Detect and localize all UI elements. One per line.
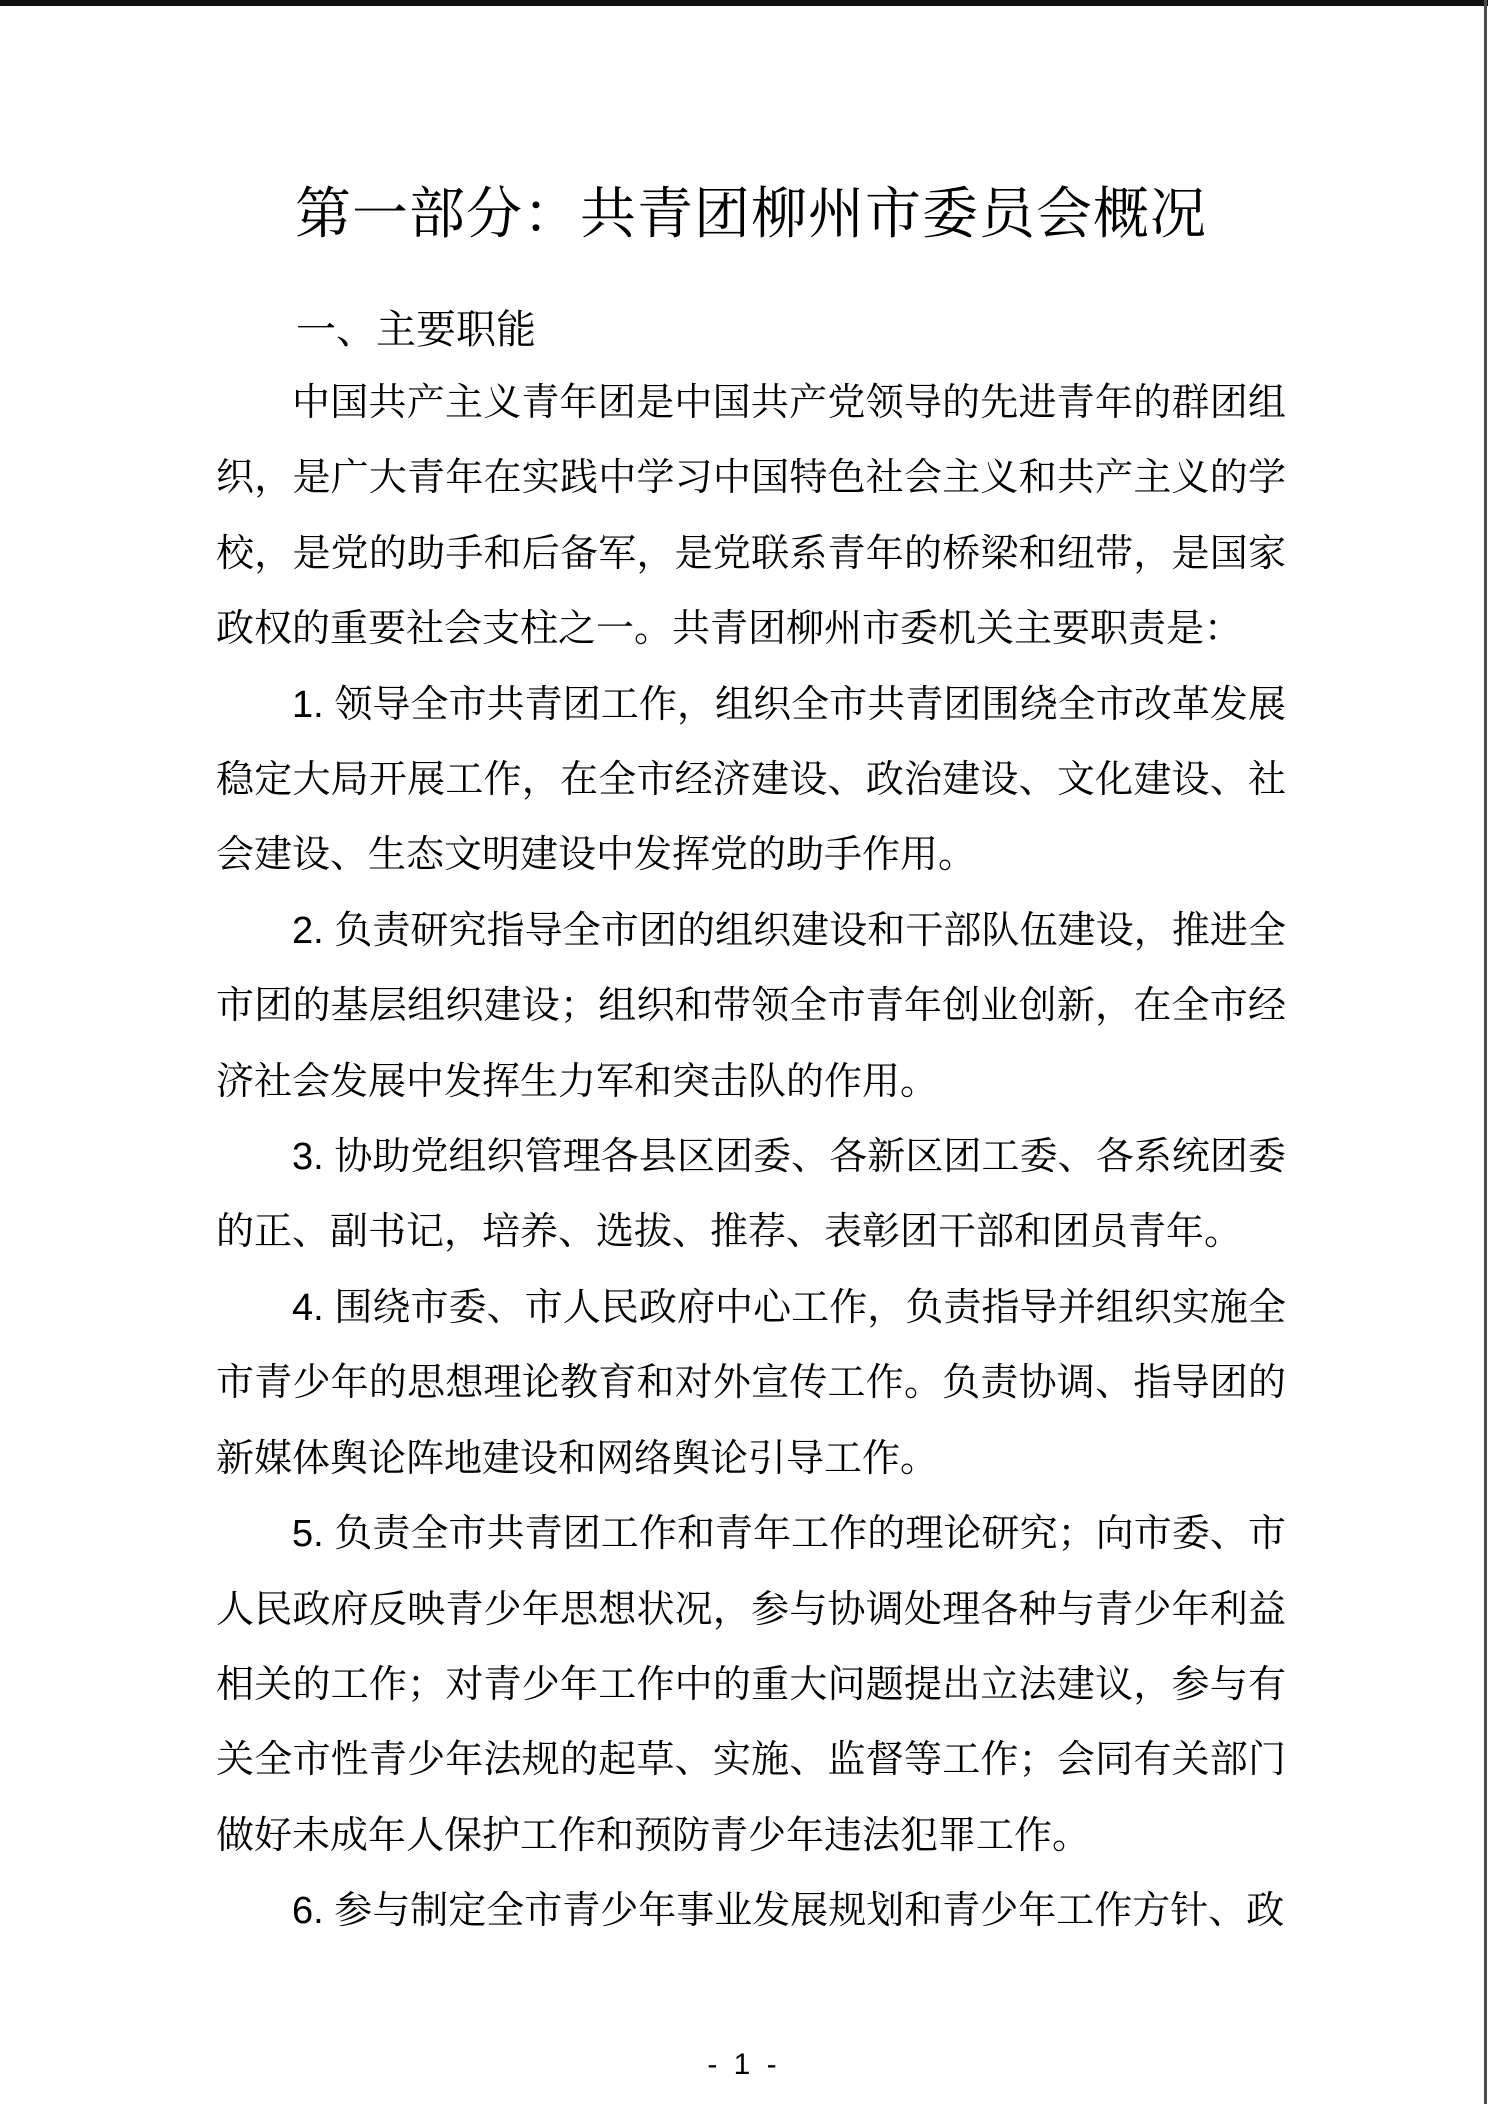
intro-paragraph: 中国共产主义青年团是中国共产党领导的先进青年的群团组织，是广大青年在实践中学习中国特色社会主义和共产主义的学校，是党的助手和后备军，是党联系青年的桥梁和纽带，是国家政权的重要社会支柱之一。共青团柳州市委机关主要职责是： [216, 382, 1286, 651]
duty-item-4: 4. 围绕市委、市人民政府中心工作，负责指导并组织实施全市青少年的思想理论教育和对外宣传工作。负责协调、指导团的新媒体舆论阵地建设和网络舆论引导工作。 [216, 1286, 1286, 1480]
page-number: - 1 - [707, 2048, 781, 2081]
duty-item-3: 3. 协助党组织管理各县区团委、各新区团工委、各系统团委的正、副书记，培养、选拔、推荐、表彰团干部和团员青年。 [216, 1136, 1286, 1254]
section-heading-main-functions: 一、主要职能 [296, 308, 536, 353]
duty-item-1: 1. 领导全市共青团工作，组织全市共青团围绕全市改革发展稳定大局开展工作，在全市经济建设、政治建设、文化建设、社会建设、生态文明建设中发挥党的助手作用。 [216, 683, 1286, 877]
duty-item-5: 5. 负责全市共青团工作和青年工作的理论研究；向市委、市人民政府反映青少年思想状况，参与协调处理各种与青少年利益相关的工作；对青少年工作中的重大问题提出立法建议，参与有关全市性青少年法规的起草、实施、监督等工作；会同有关部门做好未成年人保护工作和预防青少年违法犯罪工作。 [216, 1513, 1286, 1857]
document-title: 第一部分：共青团柳州市委员会概况 [295, 181, 1207, 245]
document-body [216, 366, 1286, 1950]
scan-edge-right [1484, 0, 1487, 2104]
scan-edge-top [0, 0, 1488, 6]
duty-item-6-partial: 6. 参与制定全市青少年事业发展规划和青少年工作方针、政 [292, 1890, 1285, 1933]
duty-item-2: 2. 负责研究指导全市团的组织建设和干部队伍建设，推进全市团的基层组织建设；组织和带领全市青年创业创新，在全市经济社会发展中发挥生力军和突击队的作用。 [216, 909, 1286, 1103]
